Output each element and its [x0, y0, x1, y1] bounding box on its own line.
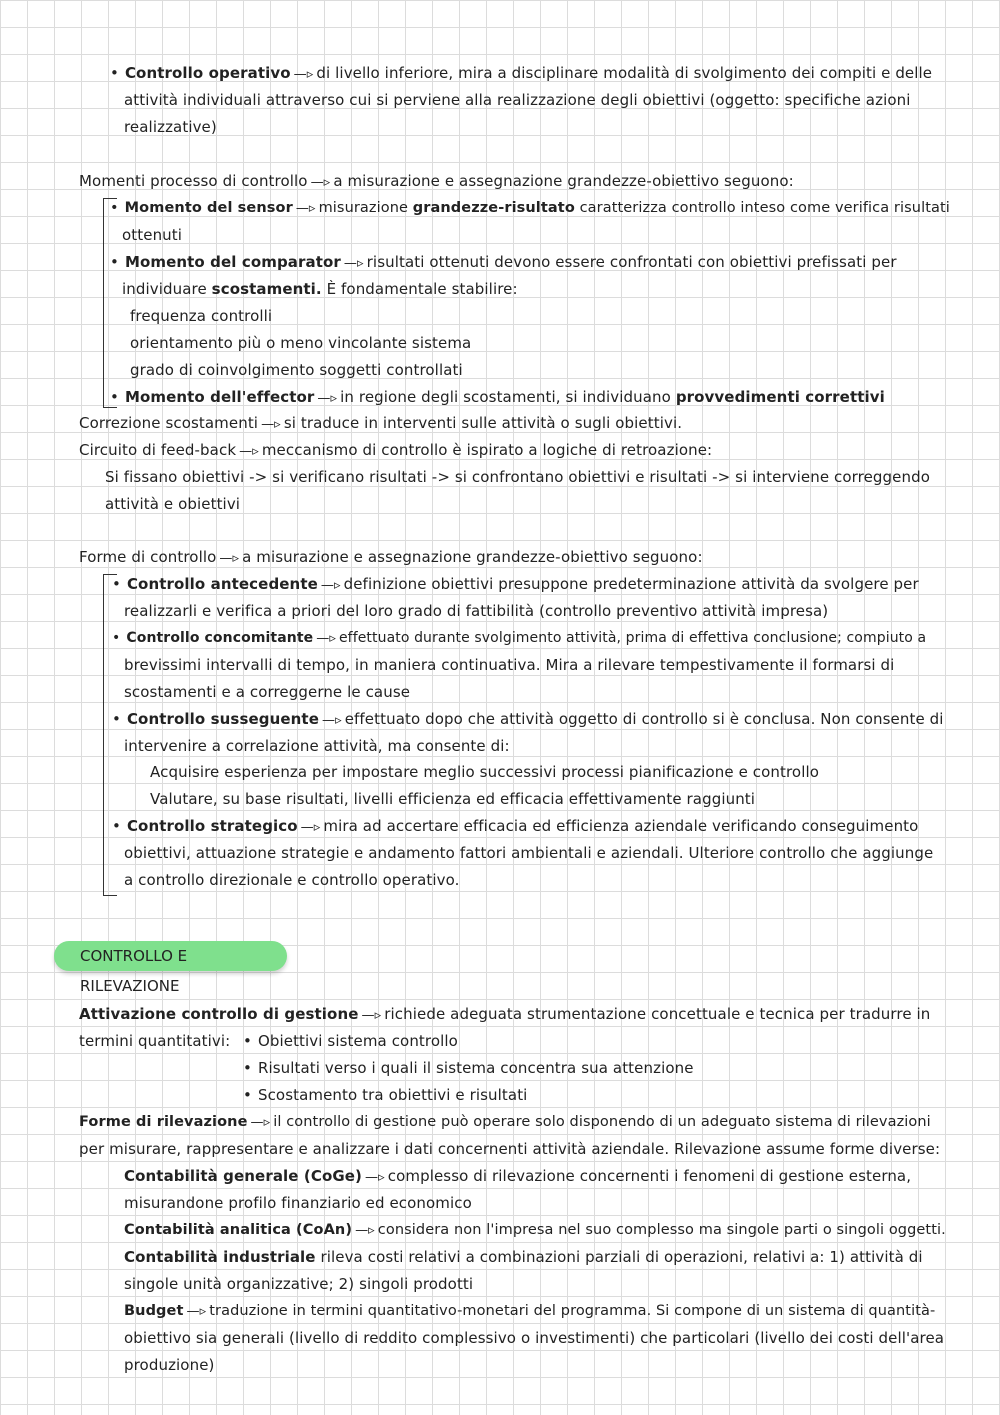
- text: definizione obiettivi presuppone predeterminazione attività da svolgere per: [343, 575, 919, 593]
- arrow-icon: —▹: [300, 820, 321, 835]
- text-line: produzione): [124, 1356, 215, 1374]
- arrow-icon: —▹: [250, 1115, 271, 1130]
- list-item: Valutare, su base risultati, livelli efficienza ed efficacia effettivamente raggiunti: [150, 790, 756, 808]
- bullet-dot: •: [243, 1032, 252, 1050]
- arrow-icon: —▹: [316, 631, 336, 646]
- arrow-icon: —▹: [293, 67, 314, 82]
- text: in regione degli scostamenti, si individuano: [340, 388, 671, 406]
- text: misurazione: [318, 200, 409, 216]
- bullet-operativo: [110, 60, 932, 87]
- bullet-dot: •: [110, 64, 119, 82]
- arrow-icon: —▹: [365, 1170, 385, 1185]
- bullet-dot: •: [243, 1086, 252, 1104]
- text-line: obiettivi, attuazione strategie e andamento fattori ambientali e aziendali. Ulteriore controllo che aggiunge: [124, 844, 934, 862]
- text: Risultati verso i quali il sistema concentra sua attenzione: [257, 1059, 694, 1077]
- text-line: brevissimi intervalli di tempo, in maniera continuativa. Mira a rilevare tempestivamente il formarsi di: [124, 656, 895, 674]
- text: Obiettivi sistema controllo: [257, 1032, 458, 1050]
- term-budget: Budget: [124, 1303, 184, 1319]
- bullet-strategico: [112, 813, 918, 840]
- text-line: termini quantitativi:: [79, 1032, 231, 1050]
- arrow-icon: —▹: [295, 201, 316, 216]
- text: il controllo di gestione può operare solo disponendo di un adeguato sistema di rilevazioni: [273, 1114, 931, 1130]
- list-item: [243, 1028, 458, 1055]
- text: a misurazione e assegnazione grandezze-obiettivo seguono:: [242, 548, 703, 566]
- arrow-icon: —▹: [361, 1008, 382, 1023]
- text: effettuato dopo che attività oggetto di controllo si è conclusa. Non consente di: [344, 710, 944, 728]
- text-line: [122, 276, 518, 303]
- text: individuare: [122, 280, 207, 298]
- arrow-icon: —▹: [321, 713, 342, 728]
- bullet-dot: •: [112, 630, 121, 646]
- text-line: intervenire a correlazione attività, ma consente di:: [124, 737, 510, 755]
- heading-correzione: [79, 410, 682, 437]
- text-line: attività individuali attraverso cui si perviene alla realizzazione degli obiettivi (oggetto: specifiche azioni: [124, 91, 911, 109]
- bullet-dot: •: [110, 200, 119, 216]
- text: si traduce in interventi sulle attività o sugli obiettivi.: [283, 414, 683, 432]
- list-item: Acquisire esperienza per impostare meglio successivi processi pianificazione e controllo: [150, 763, 820, 781]
- list-item: [243, 1055, 694, 1082]
- arrow-icon: —▹: [261, 417, 281, 432]
- term-operativo: Controllo operativo: [124, 64, 291, 82]
- term-forme: Forme di controllo: [79, 548, 217, 566]
- text-line: a controllo direzionale e controllo operativo.: [124, 871, 460, 889]
- text: rileva costi relativi a combinazioni parziali di operazioni, relativi a: 1) attività di: [320, 1248, 923, 1266]
- arrow-icon: —▹: [310, 175, 331, 190]
- text-line: ottenuti: [122, 226, 183, 244]
- term-comparator: Momento del comparator: [124, 253, 341, 271]
- list-item: [243, 1082, 527, 1109]
- text: a misurazione e assegnazione grandezze-obiettivo seguono:: [333, 172, 794, 190]
- bullet-dot: •: [110, 253, 119, 271]
- section-header: CONTROLLO E RILEVAZIONE: [54, 941, 287, 971]
- term-effector: Momento dell'effector: [124, 388, 315, 406]
- text: effettuato durante svolgimento attività, prima di effettiva conclusione; compiuto a: [338, 630, 927, 646]
- text: risultati ottenuti devono essere confrontati con obiettivi prefissati per: [366, 253, 897, 271]
- arrow-icon: —▹: [317, 391, 338, 406]
- text-line: realizzarli e verifica a priori del loro grado di fattibilità (controllo preventivo attività impresa): [124, 602, 829, 620]
- term-susseguente: Controllo susseguente: [126, 710, 319, 728]
- text-line: singole unità organizzative; 2) singoli prodotti: [124, 1275, 474, 1293]
- arrow-icon: —▹: [219, 551, 240, 566]
- heading-rilevazione: [79, 1109, 931, 1136]
- item-coge: [124, 1163, 911, 1190]
- bullet-comparator: [110, 249, 897, 276]
- term-coan: Contabilità analitica (CoAn): [124, 1222, 353, 1238]
- bullet-dot: •: [110, 388, 119, 406]
- bracket-line: [103, 198, 117, 408]
- term-rilevazione: Forme di rilevazione: [79, 1114, 248, 1130]
- heading-attivazione: [79, 1001, 930, 1028]
- bracket-line: [103, 574, 117, 896]
- arrow-icon: —▹: [239, 444, 259, 459]
- term-sensor: Momento del sensor: [124, 200, 293, 216]
- bullet-concomitante: [112, 625, 926, 652]
- arrow-icon: —▹: [355, 1223, 375, 1238]
- bullet-antecedente: [112, 571, 919, 598]
- bullet-sensor: [110, 195, 950, 222]
- text-line: realizzative): [124, 118, 217, 136]
- bullet-susseguente: [112, 706, 944, 733]
- term-grandezze: grandezze-risultato: [412, 200, 575, 216]
- text: mira ad accertare efficacia ed efficienza aziendale verificando conseguimento: [323, 817, 919, 835]
- heading-feedback: [79, 437, 712, 464]
- text: meccanismo di controllo è ispirato a logiche di retroazione:: [261, 441, 713, 459]
- term-correzione: Correzione scostamenti: [79, 414, 259, 432]
- term-attivazione: Attivazione controllo di gestione: [79, 1005, 359, 1023]
- text-line: misurandone profilo finanziario ed economico: [124, 1194, 472, 1212]
- text-line: obiettivo sia generali (livello di reddito complessivo o investimenti) che particolari (livello dei costi dell'area: [124, 1329, 945, 1347]
- text: caratterizza controllo inteso come verifica risultati: [579, 200, 950, 216]
- arrow-icon: —▹: [343, 256, 364, 271]
- item-budget: [124, 1298, 935, 1325]
- arrow-icon: —▹: [186, 1304, 207, 1319]
- bullet-dot: •: [112, 710, 121, 728]
- text: considera non l'impresa nel suo complesso ma singole parti o singoli oggetti.: [377, 1222, 946, 1238]
- term-provvedimenti: provvedimenti correttivi: [675, 388, 885, 406]
- list-item: orientamento più o meno vincolante sistema: [130, 334, 472, 352]
- term-industriale: Contabilità industriale: [124, 1248, 316, 1266]
- bullet-effector: [110, 384, 885, 411]
- list-item: grado di coinvolgimento soggetti controllati: [130, 361, 463, 379]
- term-concomitante: Controllo concomitante: [126, 630, 314, 646]
- text: complesso di rilevazione concernenti i fenomeni di gestione esterna,: [387, 1167, 912, 1185]
- bullet-dot: •: [112, 817, 121, 835]
- text-line: attività e obiettivi: [105, 495, 241, 513]
- text: di livello inferiore, mira a disciplinare modalità di svolgimento dei compiti e delle: [316, 64, 933, 82]
- list-item: frequenza controlli: [130, 307, 273, 325]
- term-scostamenti: scostamenti.: [211, 280, 322, 298]
- text: Scostamento tra obiettivi e risultati: [257, 1086, 528, 1104]
- heading-momenti: [79, 168, 794, 195]
- text: traduzione in termini quantitativo-monetari del programma. Si compone di un sistema di quantità-: [209, 1303, 936, 1319]
- bullet-dot: •: [243, 1059, 252, 1077]
- text: richiede adeguata strumentazione concettuale e tecnica per tradurre in: [384, 1005, 931, 1023]
- text-line: scostamenti e a correggerne le cause: [124, 683, 411, 701]
- item-industriale: [124, 1244, 923, 1271]
- term-strategico: Controllo strategico: [126, 817, 298, 835]
- item-coan: [124, 1217, 946, 1244]
- arrow-icon: —▹: [320, 578, 341, 593]
- term-antecedente: Controllo antecedente: [126, 575, 318, 593]
- heading-forme-controllo: [79, 544, 703, 571]
- term-momenti: Momenti processo di controllo: [79, 172, 308, 190]
- term-feedback: Circuito di feed-back: [79, 441, 237, 459]
- text: È fondamentale stabilire:: [326, 280, 518, 298]
- term-coge: Contabilità generale (CoGe): [124, 1167, 362, 1185]
- text-line: Si fissano obiettivi -> si verificano risultati -> si confrontano obiettivi e risultati -> si interviene correggendo: [105, 468, 931, 486]
- text-line: per misurare, rappresentare e analizzare i dati concernenti attività aziendale. Rilevazione assume forme diverse:: [79, 1140, 941, 1158]
- bullet-dot: •: [112, 575, 121, 593]
